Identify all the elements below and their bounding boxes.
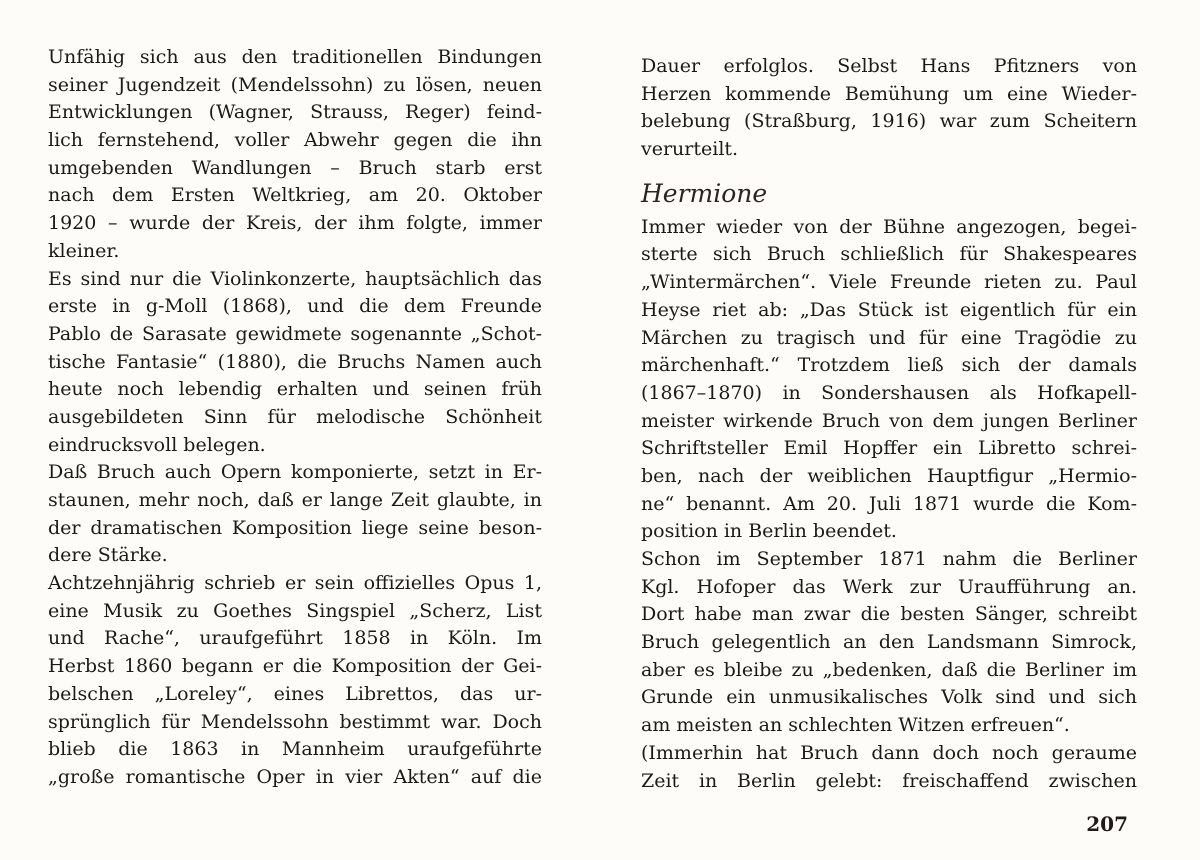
text-line: aber es bleibe zu „bedenken, daß die Berliner im (641, 658, 1137, 681)
text-line: Grunde ein unmusikalisches Volk sind und sich (641, 686, 1137, 709)
right-column (641, 53, 1137, 795)
section-heading: Hermione (641, 178, 768, 208)
text-line: staunen, mehr noch, daß er lange Zeit glaubte, in (48, 489, 542, 511)
text-line: lich fernstehend, voller Abwehr gegen die ihn (48, 129, 542, 152)
right-column-intro (641, 53, 1137, 164)
text-line: seiner Jugendzeit (Mendelssohn) zu lösen, neuen (48, 73, 542, 96)
text-line: Schriftsteller Emil Hopffer ein Libretto schrei- (641, 437, 1137, 460)
text-line: „Wintermärchen“. Viele Freunde rieten zu. Paul (641, 271, 1137, 294)
text-line: ben, nach der weiblichen Hauptfigur „Hermio- (641, 464, 1137, 487)
text-line: sprünglich für Mendelssohn bestimmt war. Doch (48, 710, 542, 733)
text-line: heute noch lebendig erhalten und seinen früh (48, 378, 542, 401)
text-line: (Immerhin hat Bruch dann doch noch geraume (641, 741, 1137, 764)
text-line: Bruch gelegentlich an den Landsmann Simrock, (641, 631, 1137, 654)
text-line: und Rache“, uraufgeführt 1858 in Köln. Im (48, 627, 542, 650)
text-line: Daß Bruch auch Opern komponierte, setzt in Er- (48, 461, 542, 484)
text-line: Achtzehnjährig schrieb er sein offizielles Opus 1, (48, 572, 542, 595)
text-line: sterte sich Bruch schließlich für Shakespeares (641, 243, 1137, 266)
text-line: nach dem Ersten Weltkrieg, am 20. Oktober (48, 184, 542, 207)
right-column-body (641, 214, 1137, 795)
text-line: Dort habe man zwar die besten Sänger, schreibt (641, 603, 1137, 626)
text-line: verurteilt. (641, 138, 739, 161)
text-line: Märchen zu tragisch und für eine Tragödie zu (641, 326, 1137, 349)
text-line: Herzen kommende Bemühung um eine Wieder- (641, 82, 1137, 105)
page-number: 207 (1086, 812, 1128, 836)
text-line: (1867–1870) in Sondershausen als Hofkapell- (641, 381, 1137, 404)
text-line: belschen „Loreley“, eines Librettos, das ur- (48, 682, 542, 705)
text-line: eindrucksvoll belegen. (48, 433, 266, 456)
text-line: 1920 – wurde der Kreis, der ihm folgte, immer (48, 212, 542, 235)
text-line: Entwicklungen (Wagner, Strauss, Reger) feind- (48, 101, 542, 124)
text-line: ne“ benannt. Am 20. Juli 1871 wurde die Kom- (641, 492, 1137, 515)
text-line: „große romantische Oper in vier Akten“ auf die (48, 765, 542, 788)
text-line: Dauer erfolglos. Selbst Hans Pfitzners von (641, 55, 1137, 77)
text-line: Kgl. Hofoper das Werk zur Uraufführung an. (641, 575, 1137, 598)
text-line: märchenhaft.“ Trotzdem ließ sich der damals (641, 354, 1137, 377)
text-line: erste in g-Moll (1868), und die dem Freunde (48, 295, 542, 318)
text-line: Zeit in Berlin gelebt: freischaffend zwischen (641, 769, 1137, 792)
text-line: dere Stärke. (48, 544, 168, 567)
text-line: blieb die 1863 in Mannheim uraufgeführte (48, 738, 542, 761)
text-line: der dramatischen Komposition liege seine beson- (48, 516, 542, 539)
text-line: Heyse riet ab: „Das Stück ist eigentlich für ein (641, 298, 1137, 321)
text-line: Immer wieder von der Bühne angezogen, begei- (641, 215, 1137, 238)
text-line: kleiner. (48, 239, 120, 262)
text-line: Herbst 1860 begann er die Komposition der Gei- (48, 655, 542, 678)
text-line: Pablo de Sarasate gewidmete sogenannte „Schot- (48, 322, 542, 345)
text-line: tische Fantasie“ (1880), die Bruchs Namen auch (48, 350, 542, 373)
text-line: eine Musik zu Goethes Singspiel „Scherz, List (48, 599, 542, 622)
text-line: Schon im September 1871 nahm die Berliner (641, 548, 1137, 570)
text-line: belebung (Straßburg, 1916) war zum Scheitern (641, 110, 1137, 133)
left-column (48, 44, 542, 792)
text-line: position in Berlin beendet. (641, 520, 897, 543)
text-line: ausgebildeten Sinn für melodische Schönheit (48, 405, 542, 428)
text-line: umgebenden Wandlungen – Bruch starb erst (48, 156, 542, 179)
text-line: am meisten an schlechten Witzen erfreuen“. (641, 714, 1070, 737)
text-line: Es sind nur die Violinkonzerte, hauptsächlich das (48, 267, 542, 290)
text-line: Unfähig sich aus den traditionellen Bindungen (48, 46, 542, 68)
text-line: meister wirkende Bruch von dem jungen Berliner (641, 409, 1137, 432)
